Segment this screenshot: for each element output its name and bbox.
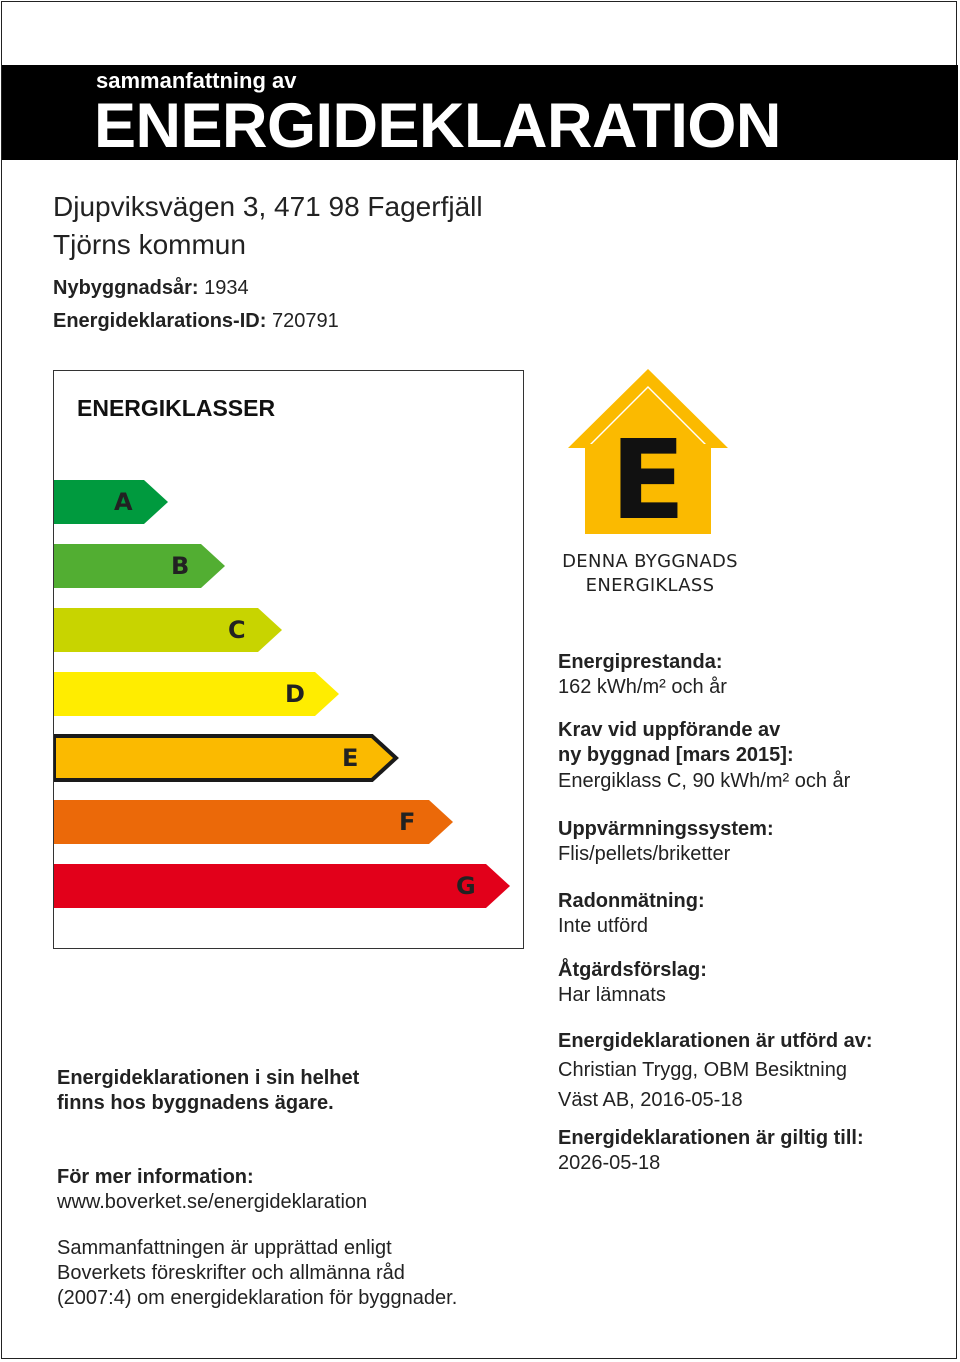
energy-class-bar-b [54,544,233,588]
build-year-label: Nybyggnadsår: [53,277,199,299]
build-year-value: 1934 [204,277,249,299]
performance-value: 162 kWh/m² och år [558,676,727,698]
build-year-line [53,276,249,300]
declaration-id-line [53,309,339,333]
owner-note-line2: finns hos byggnadens ägare. [57,1092,334,1114]
radon-label: Radonmätning: [558,890,705,912]
performed-by-line2: Väst AB, 2016-05-18 [558,1089,743,1111]
energy-class-bar-d [54,672,347,716]
energy-class-letter-f: F [399,808,416,836]
property-address [53,188,483,264]
energy-class-bar-f [54,800,461,844]
owner-note-line1: Energideklarationen i sin helhet [57,1067,360,1089]
declaration-id-label: Energideklarations-ID: [53,310,267,332]
energy-class-heading: ENERGIKLASSER [77,395,276,421]
valid-until-value: 2026-05-18 [558,1152,661,1174]
header-title: ENERGIDEKLARATION [94,91,781,161]
energy-class-letter-g: G [456,872,476,900]
requirement-value: Energiklass C, 90 kWh/m² och år [558,770,851,792]
building-class-caption-line1: DENNA BYGGNADS [562,551,738,572]
regulation-note-line1: Sammanfattningen är upprättad enligt [57,1237,392,1259]
energy-class-letter-a: A [114,488,133,516]
energy-class-letter-d: D [285,680,305,708]
performed-by-line1: Christian Trygg, OBM Besiktning [558,1059,847,1081]
energy-class-bar-a [54,480,176,524]
header-subtitle: sammanfattning av [96,68,297,93]
performed-by-label: Energideklarationen är utförd av: [558,1030,873,1052]
requirement-label-line1: Krav vid uppförande av [558,719,781,741]
energy-class-letter-c: C [228,616,246,644]
regulation-note-line3: (2007:4) om energideklaration för byggnader. [57,1287,458,1309]
building-class-caption [555,550,745,598]
measures-label: Åtgärdsförslag: [558,959,707,981]
more-info-link[interactable]: www.boverket.se/energideklaration [57,1191,368,1213]
valid-until-label: Energideklarationen är giltig till: [558,1127,864,1149]
performance-label: Energiprestanda: [558,651,723,673]
energy-class-bar-e [54,736,404,780]
heating-label: Uppvärmningssystem: [558,818,774,840]
declaration-id-value: 720791 [271,310,339,332]
heating-value: Flis/pellets/briketter [558,843,731,865]
energy-class-letter-e: E [342,744,359,772]
address-line-1: Djupviksvägen 3, 471 98 Fagerfjäll [53,191,483,222]
address-line-2: Tjörns kommun [53,229,246,260]
energy-class-letter-b: B [171,552,190,580]
measures-value: Har lämnats [558,984,666,1006]
more-info-label: För mer information: [57,1166,254,1188]
building-class-caption-line2: ENERGIKLASS [585,575,715,596]
requirement-label-line2: ny byggnad [mars 2015]: [558,744,794,766]
regulation-note-line2: Boverkets föreskrifter och allmänna råd [57,1262,405,1284]
building-class-letter: E [610,416,686,544]
energy-class-bar-c [54,608,290,652]
radon-value: Inte utförd [558,915,649,937]
energy-class-bar-g [54,864,518,908]
